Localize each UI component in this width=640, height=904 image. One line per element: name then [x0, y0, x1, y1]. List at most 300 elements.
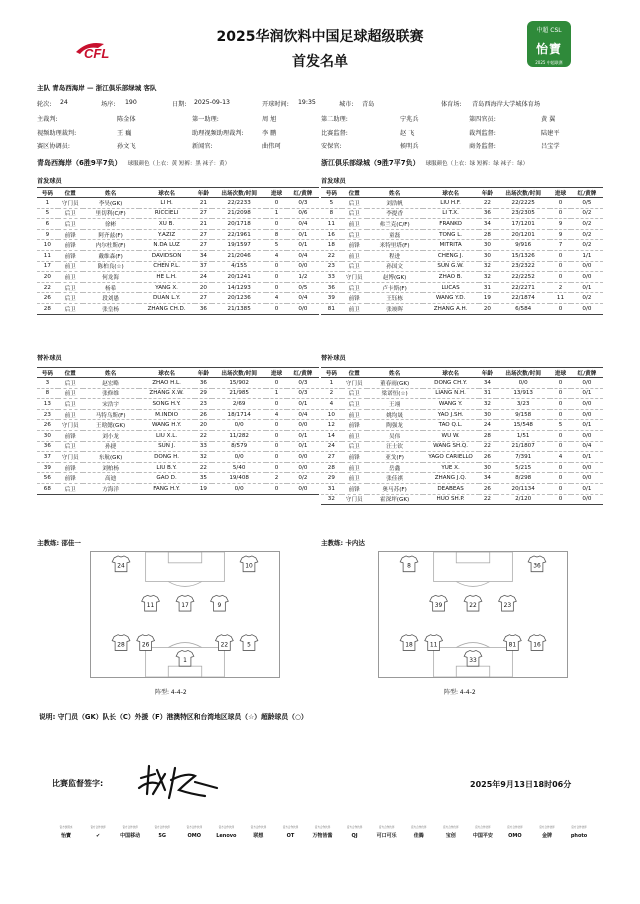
- player-cell: 0/1: [571, 452, 603, 463]
- official-label: 商务监督:: [469, 143, 496, 150]
- player-row: [321, 240, 603, 251]
- player-row: [321, 208, 603, 219]
- shirt-number: 17: [181, 603, 189, 610]
- player-cell: 后卫: [342, 261, 367, 272]
- player-cell: 前锋: [342, 420, 367, 431]
- player-cell: 0/2: [571, 240, 603, 251]
- sponsor-bar: [50, 815, 595, 841]
- player-cell: ZHAO H.L.: [139, 378, 195, 389]
- player-cell: 0/0: [496, 378, 550, 389]
- player-cell: FRANKO: [423, 219, 479, 230]
- sponsor-caption: 官方合作伙伴: [250, 826, 267, 829]
- away-team-name: 浙江俱乐部绿城（9胜7平7负）: [321, 159, 420, 167]
- player-cell: 34: [479, 378, 497, 389]
- player-shirt-icon: [176, 595, 194, 611]
- player-cell: 34: [195, 250, 213, 261]
- home-starters-table: [37, 187, 319, 315]
- home-formation: 阵型: 4-4-2: [155, 689, 187, 696]
- player-cell: 戴维森(F): [83, 250, 139, 261]
- player-cell: 弗兰克(C/F): [367, 219, 423, 230]
- player-cell: 7: [550, 240, 571, 251]
- player-cell: 20/1236: [212, 293, 266, 304]
- player-cell: 0: [550, 272, 571, 283]
- player-cell: 5: [266, 240, 287, 251]
- player-cell: 0/0: [287, 483, 319, 494]
- player-shirt-icon: [216, 635, 234, 651]
- player-cell: 19/408: [212, 473, 266, 484]
- sponsor-logo: [339, 825, 371, 841]
- sponsor-mark: OMO: [187, 833, 202, 839]
- stadium-value: 青岛西海岸大学城体育场: [472, 101, 541, 108]
- player-cell: LI T.X.: [423, 208, 479, 219]
- player-cell: XU B.: [139, 219, 195, 230]
- sponsor-mark: ✔: [95, 833, 101, 839]
- player-cell: 8: [321, 208, 342, 219]
- player-cell: LUCAS: [423, 282, 479, 293]
- player-cell: 0/4: [287, 250, 319, 261]
- column-header: 号码: [37, 368, 58, 378]
- official-label: 第二助理:: [321, 116, 348, 123]
- sponsor-mark: 5G: [158, 833, 167, 839]
- player-cell: 刘浩帆: [367, 198, 423, 209]
- official-value: 王 巍: [117, 130, 132, 137]
- player-cell: 5: [550, 420, 571, 431]
- player-cell: 28: [321, 462, 342, 473]
- player-cell: 0: [550, 494, 571, 505]
- player-cell: 杨希: [83, 282, 139, 293]
- player-cell: 26: [37, 420, 58, 431]
- player-cell: 0: [266, 441, 287, 452]
- sponsor-caption: 官方合作伙伴: [186, 826, 203, 829]
- player-cell: 30: [479, 409, 497, 420]
- player-row: [37, 473, 319, 484]
- player-cell: 30: [37, 430, 58, 441]
- home-coach: 主教练: 邵佳一: [37, 539, 81, 547]
- player-cell: 后卫: [58, 378, 83, 389]
- player-cell: 31: [479, 388, 497, 399]
- sponsor-mark: 中国移动: [120, 833, 141, 839]
- shirt-number: 33: [469, 658, 477, 665]
- player-cell: 吴伟: [367, 430, 423, 441]
- column-header: 进球: [550, 368, 571, 378]
- player-cell: 1: [266, 388, 287, 399]
- player-cell: 后卫: [58, 303, 83, 314]
- player-cell: 22: [479, 441, 497, 452]
- player-cell: 0: [550, 399, 571, 410]
- official-value: 赵 飞: [400, 130, 415, 137]
- player-cell: 0: [266, 430, 287, 441]
- player-cell: 0/0: [571, 261, 603, 272]
- player-cell: 守门员: [342, 494, 367, 505]
- player-cell: 32: [321, 494, 342, 505]
- player-row: [37, 198, 319, 209]
- player-cell: 30: [479, 462, 497, 473]
- player-cell: 22: [479, 494, 497, 505]
- player-cell: 前锋: [342, 483, 367, 494]
- player-shirt-icon: [112, 556, 130, 572]
- player-cell: 后卫: [58, 219, 83, 230]
- player-cell: 37: [195, 261, 213, 272]
- player-row: [37, 208, 319, 219]
- player-cell: 0/0: [287, 452, 319, 463]
- player-cell: 前卫: [58, 409, 83, 420]
- player-cell: 9: [550, 229, 571, 240]
- player-cell: 0: [550, 462, 571, 473]
- player-cell: 20/1241: [212, 272, 266, 283]
- player-row: [37, 282, 319, 293]
- player-cell: 22/1874: [496, 293, 550, 304]
- player-cell: 22/2225: [496, 198, 550, 209]
- player-cell: 0/0: [287, 261, 319, 272]
- city-label: 城市:: [339, 101, 354, 108]
- player-cell: 0/1: [571, 388, 603, 399]
- official-label: 比赛监督:: [321, 130, 348, 137]
- sponsor-caption: 官方合作伙伴: [443, 826, 459, 829]
- player-cell: 李昊(GK): [83, 198, 139, 209]
- column-header: 球衣名: [423, 188, 479, 198]
- player-cell: 段刘愚: [83, 293, 139, 304]
- player-cell: 0/1: [287, 240, 319, 251]
- player-cell: 4: [321, 399, 342, 410]
- player-cell: 1: [37, 198, 58, 209]
- player-cell: 15/902: [212, 378, 266, 389]
- shirt-number: 22: [469, 603, 477, 610]
- player-cell: 后卫: [58, 399, 83, 410]
- player-cell: 梁诺恒(☆): [367, 388, 423, 399]
- player-cell: 5: [321, 198, 342, 209]
- player-cell: 后卫: [58, 441, 83, 452]
- player-cell: 30: [479, 250, 497, 261]
- column-header: 年龄: [479, 368, 497, 378]
- player-cell: 0/0: [287, 420, 319, 431]
- sponsor-logo: [114, 825, 146, 841]
- player-cell: 后卫: [342, 441, 367, 452]
- column-header: 球衣名: [139, 368, 195, 378]
- sponsor-logo: [242, 825, 274, 841]
- player-cell: WU W.: [423, 430, 479, 441]
- column-header: 红/黄牌: [287, 188, 319, 198]
- player-cell: 36: [195, 378, 213, 389]
- player-cell: 21/2098: [212, 208, 266, 219]
- player-row: [321, 293, 603, 304]
- column-header: 姓名: [367, 368, 423, 378]
- official-value: 候明兵: [400, 143, 419, 150]
- player-cell: 28: [479, 430, 497, 441]
- player-cell: YAO J.SH.: [423, 409, 479, 420]
- sponsor-mark: Lenovo: [216, 833, 237, 839]
- player-cell: 2: [321, 388, 342, 399]
- sponsor-caption: 官方合作伙伴: [282, 826, 299, 829]
- player-cell: 14/1293: [212, 282, 266, 293]
- player-cell: 0: [266, 198, 287, 209]
- supervisor-signature: [135, 760, 225, 802]
- player-cell: 6/584: [496, 303, 550, 314]
- player-cell: ZHANG J.Q.: [423, 473, 479, 484]
- away-formation-pitch: [378, 551, 568, 678]
- player-cell: 68: [37, 483, 58, 494]
- sponsor-mark: OMO: [508, 833, 522, 839]
- away-subs-label: 替补球员: [321, 355, 346, 362]
- kickoff-label: 开球时间:: [262, 101, 289, 108]
- player-cell: 宋浩宇: [83, 399, 139, 410]
- official-value: 孙文飞: [117, 143, 136, 150]
- player-cell: 21: [195, 219, 213, 230]
- date-value: 2025-09-13: [194, 99, 230, 106]
- official-label: 裁判监督:: [469, 130, 496, 137]
- player-row: [321, 229, 603, 240]
- player-shirt-icon: [464, 650, 482, 666]
- sponsor-caption: 官方合作伙伴: [314, 826, 331, 829]
- player-cell: 20/1201: [496, 229, 550, 240]
- player-cell: 陈柏良(☆): [83, 261, 139, 272]
- shirt-number: 22: [220, 642, 229, 649]
- player-cell: DEABEAS: [423, 483, 479, 494]
- player-row: [321, 378, 603, 389]
- player-cell: 前锋: [342, 293, 367, 304]
- player-cell: 刘柏杨: [83, 462, 139, 473]
- sponsor-caption: 官方合作伙伴: [346, 826, 363, 829]
- player-cell: 前卫: [58, 388, 83, 399]
- sponsor-caption: 官方合作伙伴: [122, 826, 138, 829]
- player-cell: 1/51: [496, 430, 550, 441]
- column-header: 号码: [37, 188, 58, 198]
- player-row: [37, 250, 319, 261]
- player-cell: SUN J.: [139, 441, 195, 452]
- column-header: 球衣名: [423, 368, 479, 378]
- player-cell: 15/548: [496, 420, 550, 431]
- player-cell: YUE X.: [423, 462, 479, 473]
- player-row: [37, 293, 319, 304]
- player-cell: 10: [321, 409, 342, 420]
- column-header: 号码: [321, 188, 342, 198]
- column-header: 出场次数/时间: [212, 188, 266, 198]
- player-row: [37, 229, 319, 240]
- player-cell: 36: [37, 441, 58, 452]
- column-header: 红/黄牌: [571, 188, 603, 198]
- player-cell: 12: [321, 420, 342, 431]
- player-cell: 前锋: [58, 473, 83, 484]
- player-shirt-icon: [112, 635, 130, 651]
- player-cell: 前卫: [58, 261, 83, 272]
- player-cell: 5/215: [496, 462, 550, 473]
- player-row: [321, 473, 603, 484]
- player-cell: 10: [37, 240, 58, 251]
- player-cell: 孙国文: [367, 261, 423, 272]
- player-cell: YAGO CARIELLO: [423, 452, 479, 463]
- player-cell: 0/0: [212, 420, 266, 431]
- player-cell: 后卫: [342, 229, 367, 240]
- sponsor-logo: [210, 825, 242, 841]
- player-shirt-icon: [499, 595, 517, 611]
- shirt-number: 28: [117, 642, 125, 649]
- legend-note: 说明: 守门员（GK）队长（C）外援（F）港澳特区和台湾地区球员（☆）超龄球员（○）: [39, 713, 308, 721]
- player-cell: SONG H.Y.: [139, 399, 195, 410]
- sponsor-logo: [403, 825, 435, 841]
- player-cell: 21/1807: [496, 441, 550, 452]
- shirt-number: 11: [146, 603, 155, 610]
- player-cell: 2/69: [212, 399, 266, 410]
- player-cell: 9/158: [496, 409, 550, 420]
- player-cell: 27: [195, 293, 213, 304]
- sponsor-logo: [307, 825, 339, 841]
- player-cell: 32: [479, 272, 497, 283]
- sponsor-caption: 官方合作伙伴: [571, 826, 587, 829]
- shirt-number: 36: [533, 563, 541, 570]
- player-cell: 守门员: [58, 452, 83, 463]
- player-cell: 0/3: [287, 378, 319, 389]
- player-cell: GAO D.: [139, 473, 195, 484]
- csl-logo-big: 怡寶: [535, 42, 562, 56]
- player-cell: 方海洋: [83, 483, 139, 494]
- player-cell: 33: [321, 272, 342, 283]
- player-row: [321, 420, 603, 431]
- player-cell: 29: [321, 473, 342, 484]
- player-cell: 1/1: [571, 250, 603, 261]
- player-cell: 前卫: [342, 250, 367, 261]
- player-cell: 81: [321, 303, 342, 314]
- player-cell: 5: [37, 208, 58, 219]
- player-cell: HE L.H.: [139, 272, 195, 283]
- player-cell: 28: [37, 303, 58, 314]
- player-cell: 27: [321, 452, 342, 463]
- official-value: 曲伟珂: [262, 143, 281, 150]
- player-cell: 0: [550, 430, 571, 441]
- player-cell: LIU H.F.: [423, 198, 479, 209]
- round-value: 24: [60, 99, 68, 106]
- away-starters-table: [321, 187, 603, 315]
- player-cell: TONG L.: [423, 229, 479, 240]
- player-cell: 0: [550, 473, 571, 484]
- player-cell: 前锋: [342, 240, 367, 251]
- player-cell: LI H.: [139, 198, 195, 209]
- home-starters-label: 首发球员: [37, 178, 62, 185]
- shirt-number: 11: [429, 642, 438, 649]
- player-cell: 前卫: [342, 303, 367, 314]
- player-cell: 27: [195, 240, 213, 251]
- player-cell: 前锋: [58, 462, 83, 473]
- sponsor-logo: [467, 825, 499, 841]
- player-cell: 后卫: [342, 282, 367, 293]
- player-cell: 26: [479, 452, 497, 463]
- player-cell: 9: [37, 229, 58, 240]
- player-cell: 22/1961: [212, 229, 266, 240]
- player-cell: 刘小龙: [83, 430, 139, 441]
- home-subs-label: 替补球员: [37, 355, 62, 362]
- player-cell: 李提香: [367, 208, 423, 219]
- player-cell: 0: [266, 399, 287, 410]
- sponsor-mark: photo: [570, 833, 588, 839]
- player-cell: WANG Y.D.: [423, 293, 479, 304]
- player-cell: 何龙海: [83, 272, 139, 283]
- player-cell: LIU X.L.: [139, 430, 195, 441]
- cfl-logo-text: CFL: [84, 46, 110, 61]
- player-cell: 27: [195, 229, 213, 240]
- home-team-name: 青岛西海岸（6胜9平7负）: [37, 159, 122, 167]
- home-kit-colors: 球服颜色（上衣：黄 短裤：黑 袜子：黄）: [127, 161, 231, 167]
- player-cell: 0/2: [571, 293, 603, 304]
- column-header: 红/黄牌: [287, 368, 319, 378]
- player-row: [37, 420, 319, 431]
- official-label: 第四官员:: [469, 116, 496, 123]
- player-cell: 孙捷: [83, 441, 139, 452]
- player-shirt-icon: [504, 635, 522, 651]
- column-header: 年龄: [195, 188, 213, 198]
- away-subs-table: [321, 367, 603, 505]
- player-cell: 11: [550, 293, 571, 304]
- player-cell: 0/0: [571, 430, 603, 441]
- player-cell: 0: [550, 441, 571, 452]
- player-cell: 后卫: [58, 208, 83, 219]
- player-shirt-icon: [400, 556, 418, 572]
- column-header: 球衣名: [139, 188, 195, 198]
- shirt-number: 81: [508, 642, 517, 649]
- player-row: [321, 462, 603, 473]
- official-value: 李 鹏: [262, 130, 277, 137]
- player-cell: 31: [321, 483, 342, 494]
- player-cell: 前锋: [342, 452, 367, 463]
- column-header: 位置: [58, 188, 83, 198]
- player-cell: HUO SH.P.: [423, 494, 479, 505]
- player-cell: 19: [479, 293, 497, 304]
- home-subs-table: [37, 367, 319, 495]
- player-cell: 赵博(GK): [367, 272, 423, 283]
- player-cell: 0/1: [287, 441, 319, 452]
- sponsor-logo: [82, 825, 114, 841]
- player-cell: 王钰栋: [367, 293, 423, 304]
- player-shirt-icon: [430, 595, 448, 611]
- sponsor-mark: 可口可乐: [376, 833, 397, 839]
- player-cell: 0: [266, 420, 287, 431]
- player-cell: 前卫: [342, 473, 367, 484]
- player-cell: 前卫: [58, 272, 83, 283]
- column-header: 进球: [266, 188, 287, 198]
- column-header: 出场次数/时间: [212, 368, 266, 378]
- player-cell: ZHANG X.W.: [139, 388, 195, 399]
- player-cell: 22/2252: [496, 272, 550, 283]
- player-cell: 0/3: [287, 198, 319, 209]
- sponsor-logo: [50, 825, 82, 841]
- player-cell: 21/985: [212, 388, 266, 399]
- player-cell: M.INDIO: [139, 409, 195, 420]
- player-row: [321, 483, 603, 494]
- signature-datetime: 2025年9月13日18时06分: [470, 780, 572, 789]
- player-row: [37, 441, 319, 452]
- sponsor-caption: 官方合作伙伴: [90, 826, 106, 829]
- player-cell: 22/2233: [212, 198, 266, 209]
- column-header: 年龄: [479, 188, 497, 198]
- player-cell: 前锋: [58, 240, 83, 251]
- player-cell: 0/2: [571, 219, 603, 230]
- sponsor-logo: [499, 825, 531, 841]
- match-no-value: 190: [125, 99, 137, 106]
- player-cell: 56: [37, 473, 58, 484]
- shirt-number: 18: [405, 642, 413, 649]
- shirt-number: 9: [217, 603, 222, 610]
- player-row: [37, 219, 319, 230]
- official-value: 陆建平: [541, 130, 560, 137]
- player-row: [37, 399, 319, 410]
- player-cell: 米特里塔(F): [367, 240, 423, 251]
- player-row: [321, 494, 603, 505]
- player-row: [37, 303, 319, 314]
- player-cell: 22: [195, 430, 213, 441]
- official-label: 安保官:: [321, 143, 342, 150]
- shirt-number: 24: [117, 563, 125, 570]
- player-cell: 34: [479, 219, 497, 230]
- sponsor-caption: 官方合作伙伴: [507, 826, 523, 829]
- player-cell: 22: [321, 250, 342, 261]
- player-cell: DUAN L.Y.: [139, 293, 195, 304]
